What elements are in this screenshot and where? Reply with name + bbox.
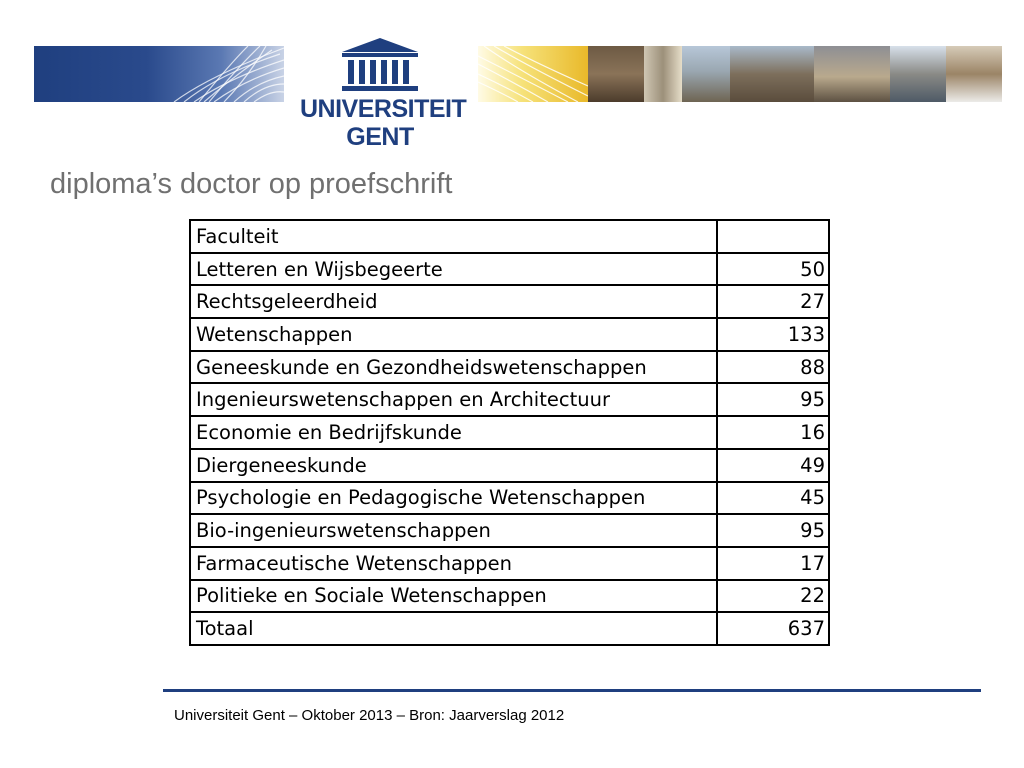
table-row — [190, 351, 829, 384]
logo-text-line1: UNIVERSITEIT — [300, 95, 467, 123]
faculty-table — [189, 219, 830, 646]
faculty-name: Wetenschappen — [190, 318, 717, 351]
faculty-name: Diergeneeskunde — [190, 449, 717, 482]
table-header-name: Faculteit — [190, 220, 717, 253]
faculty-name: Rechtsgeleerdheid — [190, 285, 717, 318]
campus-photo — [890, 46, 946, 102]
campus-photo — [682, 46, 730, 102]
table-row — [190, 253, 829, 286]
table-row — [190, 449, 829, 482]
table-row — [190, 285, 829, 318]
grass-stroke-decoration — [34, 46, 284, 102]
campus-photo — [814, 46, 890, 102]
header-banner-blue — [34, 46, 284, 102]
table-header-value — [717, 220, 829, 253]
table-header-row — [190, 220, 829, 253]
total-count: 637 — [717, 612, 829, 645]
table-row — [190, 318, 829, 351]
grass-stroke-decoration — [478, 46, 588, 102]
faculty-name: Ingenieurswetenschappen en Architectuur — [190, 383, 717, 416]
campus-photo — [730, 46, 814, 102]
faculty-name: Bio-ingenieurswetenschappen — [190, 514, 717, 547]
faculty-count: 27 — [717, 285, 829, 318]
footer-source: Universiteit Gent – Oktober 2013 – Bron: Jaarverslag 2012 — [174, 707, 565, 724]
universiteit-gent-logo — [300, 36, 467, 152]
faculty-count: 95 — [717, 383, 829, 416]
campus-photo — [588, 46, 644, 102]
faculty-name: Farmaceutische Wetenschappen — [190, 547, 717, 580]
table-row — [190, 416, 829, 449]
faculty-count: 50 — [717, 253, 829, 286]
header-banner-yellow — [478, 46, 588, 102]
logo-text-line2: GENT — [346, 123, 414, 151]
table-row — [190, 383, 829, 416]
faculty-count: 16 — [717, 416, 829, 449]
faculty-count: 95 — [717, 514, 829, 547]
footer-divider — [163, 689, 981, 692]
table-row — [190, 580, 829, 613]
faculty-count: 133 — [717, 318, 829, 351]
table-total-row — [190, 612, 829, 645]
faculty-name: Psychologie en Pedagogische Wetenschappen — [190, 482, 717, 515]
page-title: diploma’s doctor op proefschrift — [50, 168, 453, 200]
table-row — [190, 514, 829, 547]
faculty-name: Politieke en Sociale Wetenschappen — [190, 580, 717, 613]
faculty-count: 22 — [717, 580, 829, 613]
header-photo-strip — [588, 46, 1002, 102]
faculty-count: 88 — [717, 351, 829, 384]
table-row — [190, 547, 829, 580]
faculty-name: Economie en Bedrijfskunde — [190, 416, 717, 449]
building-icon — [340, 36, 420, 94]
campus-photo — [946, 46, 1002, 102]
campus-photo — [644, 46, 682, 102]
faculty-name: Geneeskunde en Gezondheidswetenschappen — [190, 351, 717, 384]
table-row — [190, 482, 829, 515]
faculty-count: 45 — [717, 482, 829, 515]
total-label: Totaal — [190, 612, 717, 645]
faculty-name: Letteren en Wijsbegeerte — [190, 253, 717, 286]
faculty-count: 49 — [717, 449, 829, 482]
faculty-count: 17 — [717, 547, 829, 580]
